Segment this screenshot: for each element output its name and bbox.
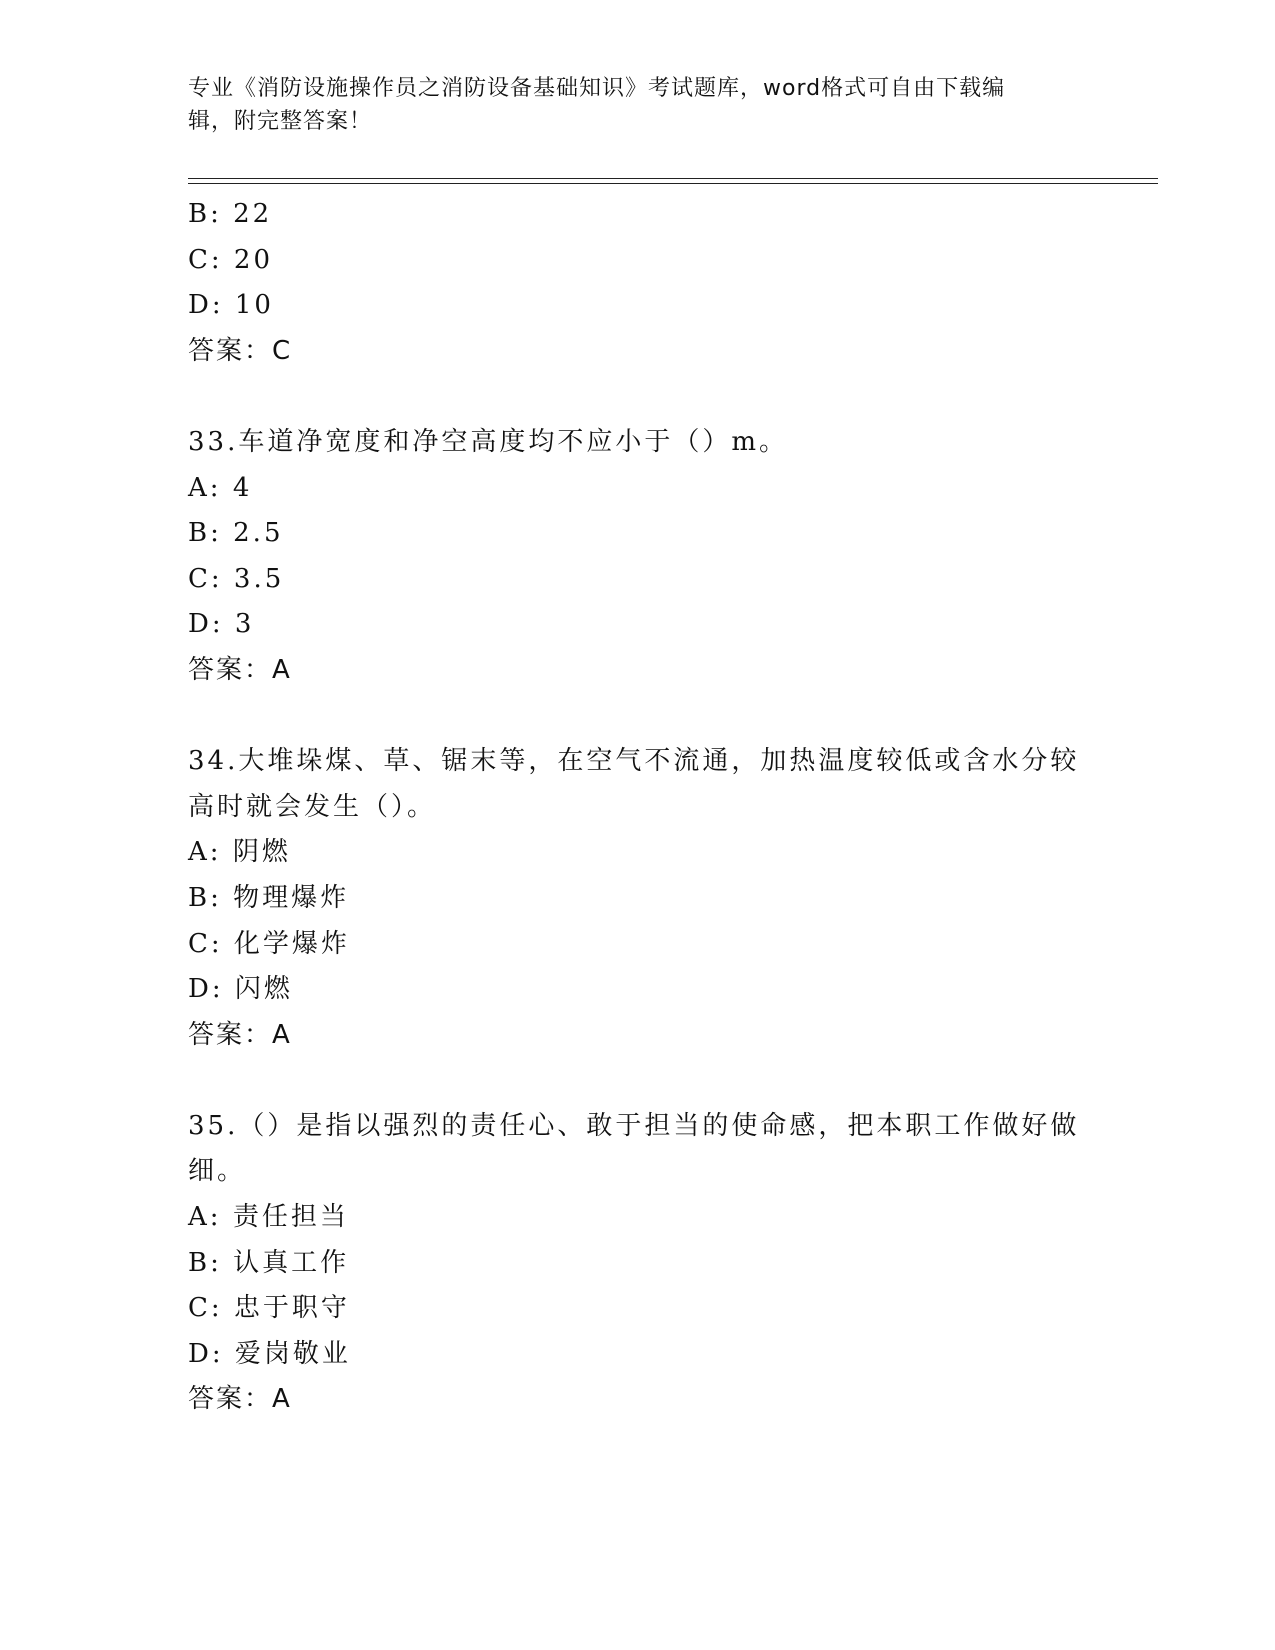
option-c: C: 3.5	[188, 563, 285, 594]
header-divider-bottom	[188, 183, 1158, 184]
answer-line: 答案：A	[188, 1384, 292, 1415]
option-a: A: 阴燃	[188, 837, 291, 868]
option-c: C: 化学爆炸	[188, 928, 350, 959]
option-d: D: 闪燃	[188, 974, 293, 1005]
header-divider-top	[188, 178, 1158, 179]
question-list	[188, 192, 1088, 1423]
option-b: B: 2.5	[188, 518, 284, 549]
header-title-line-1: 专业《消防设施操作员之消防设备基础知识》考试题库，word格式可自由下载编	[188, 76, 1006, 101]
option-c: C: 忠于职守	[188, 1293, 350, 1324]
question-stem-line-1: 35.（）是指以强烈的责任心、敢于担当的使命感，把本职工作做好做	[188, 1110, 1080, 1141]
option-b: B: 认真工作	[188, 1247, 350, 1278]
option-a: A: 责任担当	[188, 1202, 349, 1233]
answer-line: 答案：A	[188, 1019, 292, 1050]
question-33	[188, 420, 1088, 694]
option-d: D: 3	[188, 609, 255, 640]
question-34	[188, 739, 1088, 1058]
question-stem-line-1: 34.大堆垛煤、草、锯末等，在空气不流通，加热温度较低或含水分较	[188, 746, 1080, 777]
question-stem: 33.车道净宽度和净空高度均不应小于（）m。	[188, 426, 789, 457]
option-a: A: 4	[188, 472, 253, 503]
question-32-continued	[188, 192, 1088, 374]
question-stem-line-2: 高时就会发生（）。	[188, 791, 437, 822]
option-b: B: 22	[188, 199, 273, 229]
answer-line: 答案：A	[188, 654, 292, 685]
answer-line: 答案：C	[188, 335, 293, 366]
document-header	[188, 72, 1088, 138]
question-35	[188, 1104, 1088, 1423]
option-b: B: 物理爆炸	[188, 882, 350, 913]
option-d: D: 爱岗敬业	[188, 1338, 351, 1369]
header-title-line-2: 辑，附完整答案！	[188, 109, 373, 134]
option-c: C: 20	[188, 244, 274, 275]
question-stem-line-2: 细。	[188, 1156, 247, 1187]
option-d: D: 10	[188, 290, 274, 321]
